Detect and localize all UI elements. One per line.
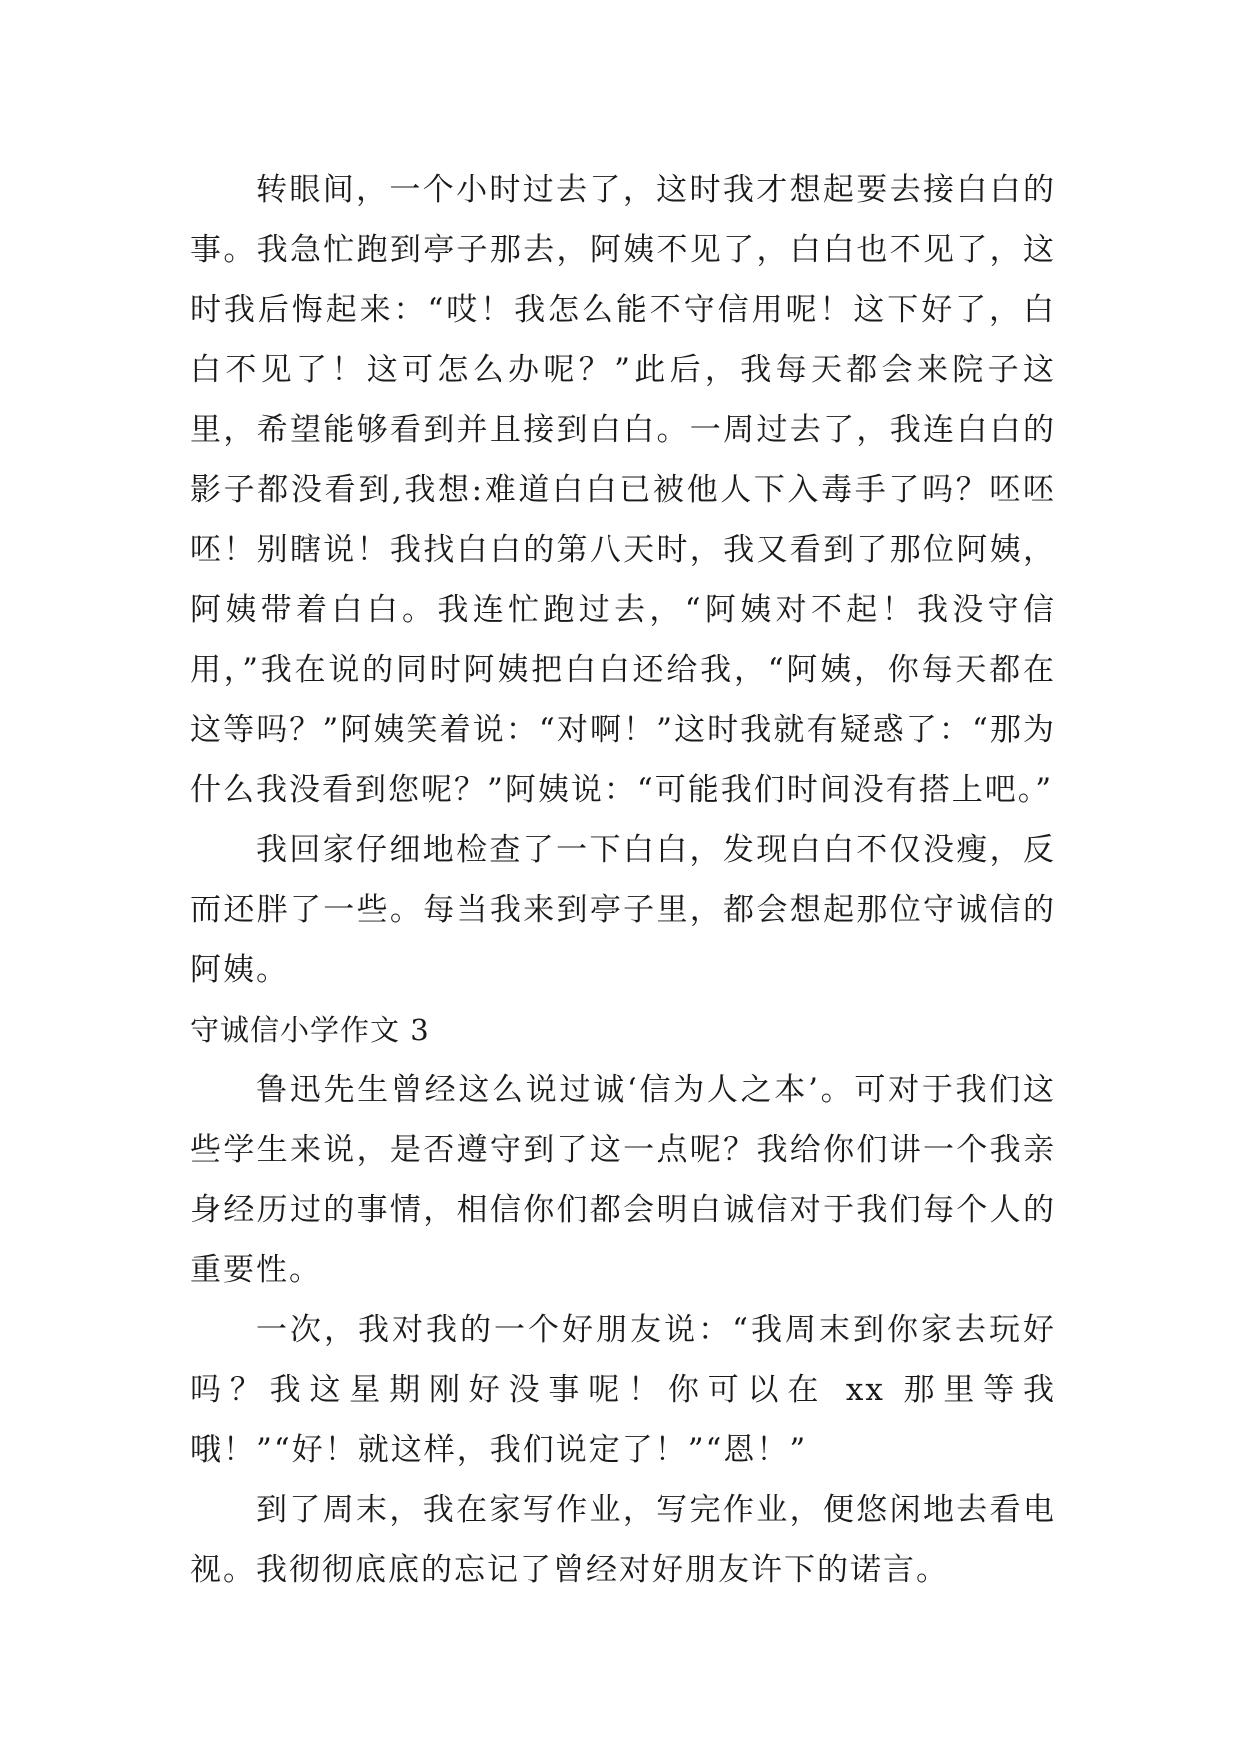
paragraph-4: 一次，我对我的一个好朋友说：“我周末到你家去玩好吗？我这星期刚好没事呢！你可以在 xx 那里等我哦！”“好！就这样，我们说定了！”“恩！” <box>190 1312 1056 1468</box>
paragraph-1: 转眼间，一个小时过去了，这时我才想起要去接白白的事。我急忙跑到亭子那去，阿姨不见了，白白也不见了，这时我后悔起来：“哎！我怎么能不守信用呢！这下好了，白白不见了！这可怎么办呢？”此后，我每天都会来院子这里，希望能够看到并且接到白白。一周过去了，我连白白的影子都没看到,我想:难道白白已被他人下入毒手了吗？呸呸呸！别瞎说！我找白白的第八天时，我又看到了那位阿姨，阿姨带着白白。我连忙跑过去，“阿姨对不起！我没守信用，”我在说的同时阿姨把白白还给我，“阿姨，你每天都在这等吗？”阿姨笑着说：“对啊！”这时我就有疑惑了：“那为什么我没看到您呢？”阿姨说：“可能我们时间没有搭上吧。” <box>190 172 1056 808</box>
paragraph-2: 我回家仔细地检查了一下白白，发现白白不仅没瘦，反而还胖了一些。每当我来到亭子里，都会想起那位守诚信的阿姨。 <box>190 832 1056 988</box>
document-body <box>190 160 1056 1600</box>
paragraph-5: 到了周末，我在家写作业，写完作业，便悠闲地去看电视。我彻彻底底的忘记了曾经对好朋友许下的诺言。 <box>190 1492 1056 1588</box>
paragraph-3: 鲁迅先生曾经这么说过诚‘信为人之本’。可对于我们这些学生来说，是否遵守到了这一点呢？我给你们讲一个我亲身经历过的事情，相信你们都会明白诚信对于我们每个人的重要性。 <box>190 1072 1056 1288</box>
section-heading: 守诚信小学作文 3 <box>190 1013 430 1047</box>
